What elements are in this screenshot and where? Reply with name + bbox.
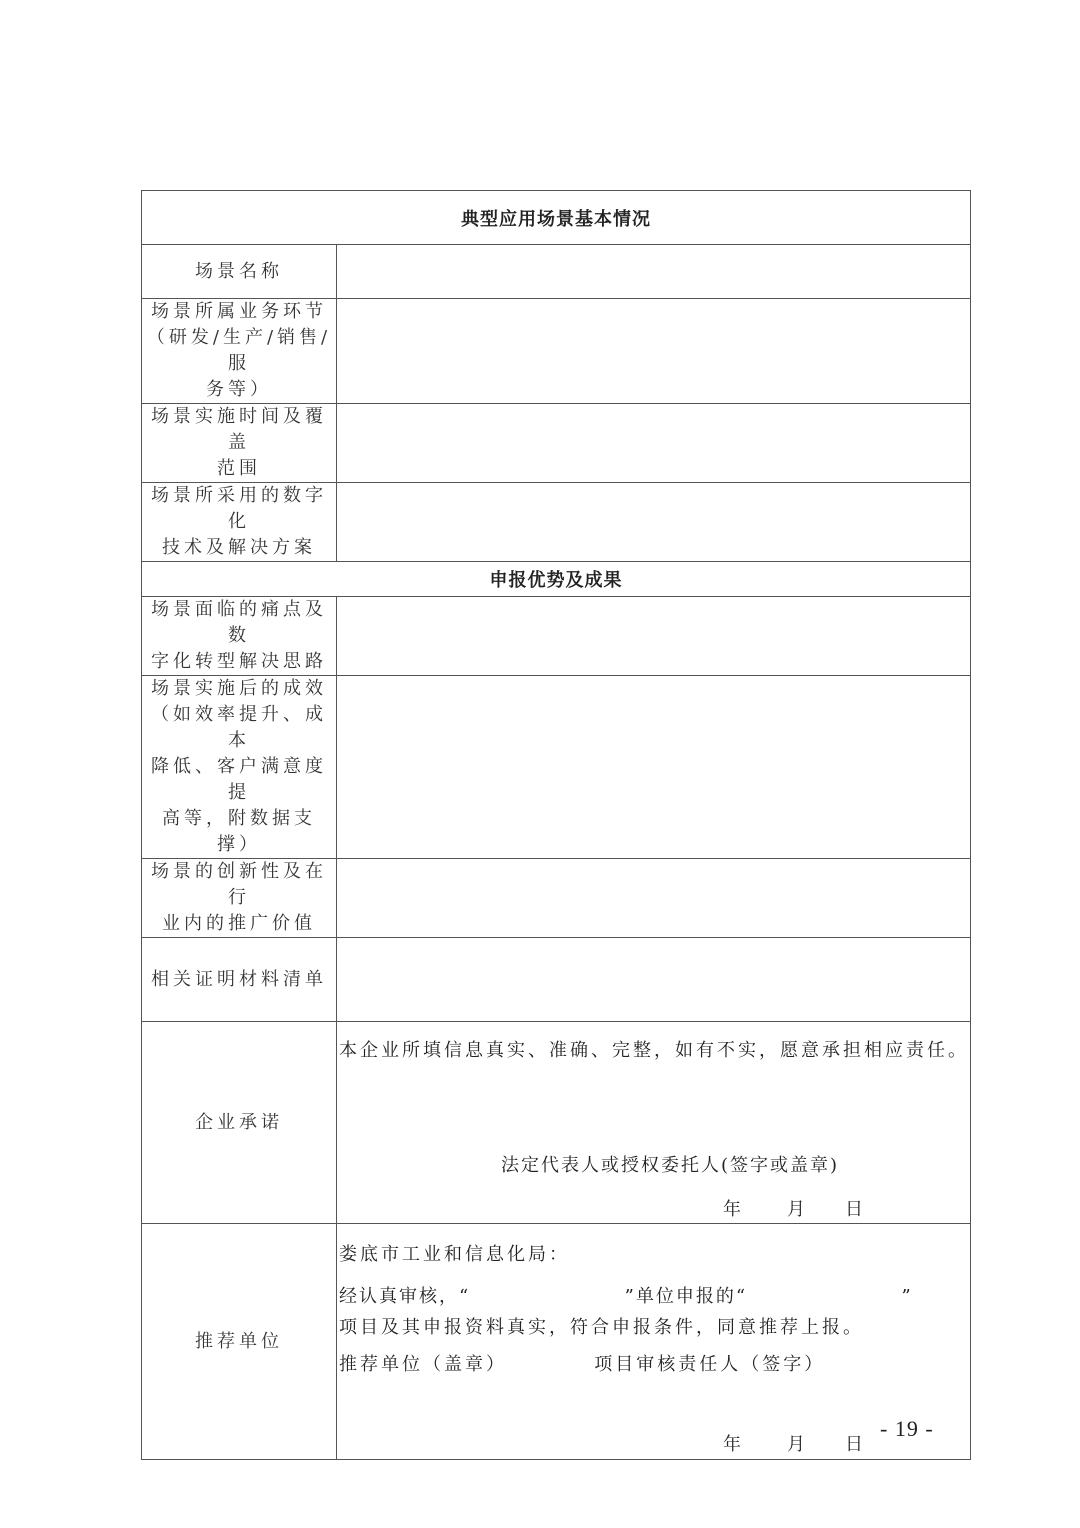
page-number: - 19 -: [880, 1416, 934, 1441]
label-scene-name: 场景名称: [142, 245, 337, 299]
field-scene-name[interactable]: [337, 245, 971, 299]
label-line: 业内的推广价值: [162, 913, 316, 934]
field-results[interactable]: [337, 676, 971, 859]
label-line: 范围: [217, 458, 261, 479]
recommendation-review-line: 经认真审核，“ ”单位申报的“ ”: [339, 1286, 913, 1307]
recommendation-cell: [337, 1224, 971, 1460]
section-title-advantages: 申报优势及成果: [142, 562, 971, 597]
date-year: 年: [723, 1199, 741, 1220]
recommendation-addressee: 娄底市工业和信息化局：: [339, 1244, 570, 1265]
label-business-link: [142, 299, 337, 404]
label-recommender: 推荐单位: [142, 1224, 337, 1460]
label-line: 场景面临的痛点及数: [151, 599, 327, 646]
label-line: （研发/生产/销售/服: [146, 327, 332, 374]
field-innovation[interactable]: [337, 859, 971, 938]
date-month: 月: [787, 1434, 805, 1455]
label-line: 场景所采用的数字化: [151, 485, 327, 532]
label-line: 技术及解决方案: [162, 537, 316, 558]
label-time-scope: [142, 404, 337, 483]
label-line: 降低、客户满意度提: [151, 756, 327, 803]
field-digital-tech[interactable]: [337, 483, 971, 562]
field-business-link[interactable]: [337, 299, 971, 404]
commitment-statement: 本企业所填信息真实、准确、完整，如有不实，愿意承担相应责任。: [339, 1040, 969, 1061]
recommendation-seal-line: 推荐单位（盖章） 项目审核责任人（签字）: [339, 1354, 826, 1375]
date-year: 年: [723, 1434, 741, 1455]
label-proof-materials: 相关证明材料清单: [142, 938, 337, 1022]
field-proof-materials[interactable]: [337, 938, 971, 1022]
label-line: 场景所属业务环节: [151, 301, 327, 322]
commitment-signature-label: 法定代表人或授权委托人(签字或盖章): [501, 1155, 840, 1176]
label-line: 场景实施时间及覆盖: [151, 406, 327, 453]
commitment-cell: [337, 1022, 971, 1224]
label-results: [142, 676, 337, 859]
date-day: 日: [845, 1434, 863, 1455]
field-pain-points[interactable]: [337, 597, 971, 676]
section-title-basic: 典型应用场景基本情况: [142, 191, 971, 245]
label-line: 务等）: [206, 379, 272, 400]
application-form-table: [141, 190, 971, 1460]
label-line: 字化转型解决思路: [151, 651, 327, 672]
field-time-scope[interactable]: [337, 404, 971, 483]
label-pain-points: [142, 597, 337, 676]
label-innovation: [142, 859, 337, 938]
label-line: 场景实施后的成效: [151, 678, 327, 699]
label-line: （如效率提升、成本: [151, 704, 327, 751]
date-day: 日: [845, 1199, 863, 1220]
date-month: 月: [787, 1199, 805, 1220]
label-commitment: 企业承诺: [142, 1022, 337, 1224]
label-line: 场景的创新性及在行: [151, 861, 327, 908]
label-line: 高等，附数据支撑）: [162, 808, 316, 855]
recommendation-review-line: 项目及其申报资料真实，符合申报条件，同意推荐上报。: [339, 1317, 864, 1338]
label-digital-tech: [142, 483, 337, 562]
